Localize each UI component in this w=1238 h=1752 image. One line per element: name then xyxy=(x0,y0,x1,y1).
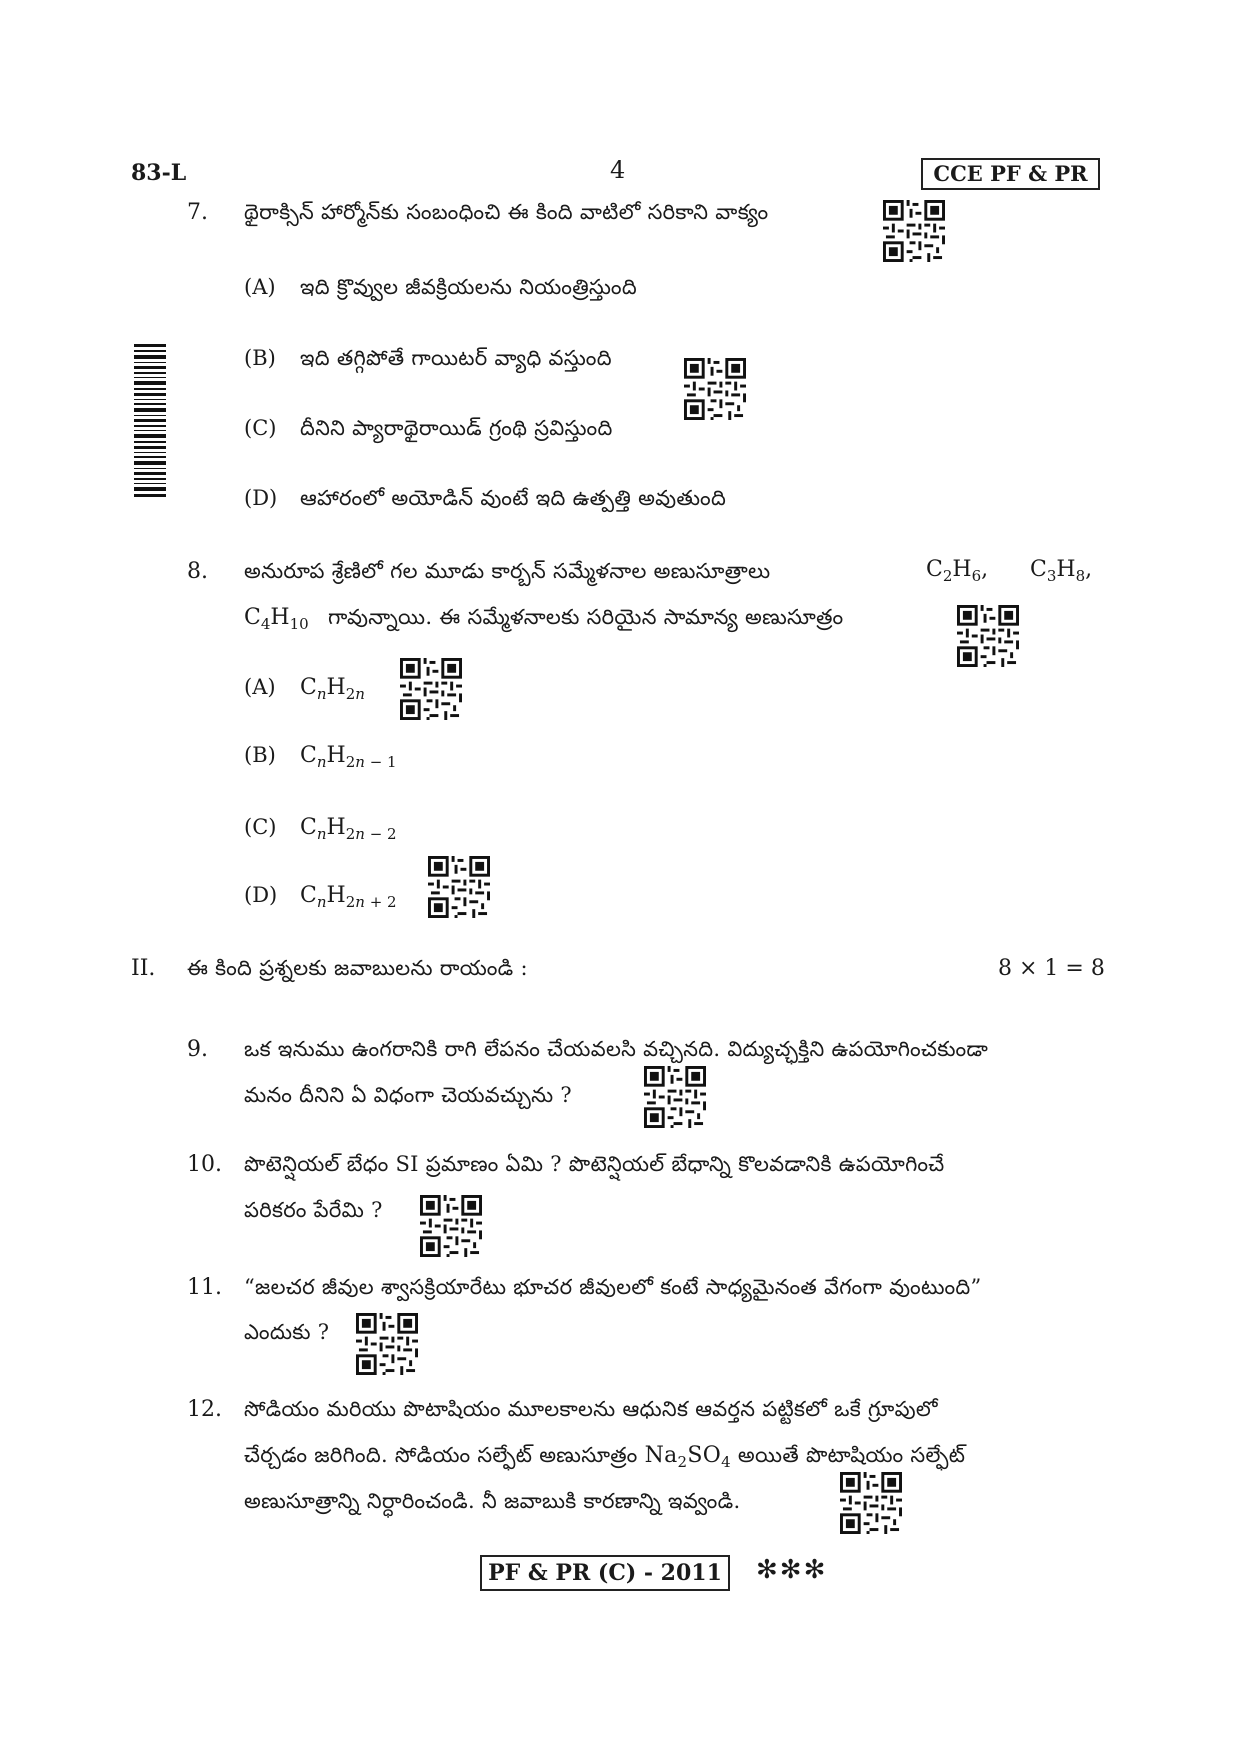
qr-code-icon xyxy=(840,1472,902,1534)
q7-option-text: ఇది తగ్గిపోతే గాయిటర్ వ్యాధి వస్తుంది xyxy=(300,346,612,370)
qr-code-icon xyxy=(428,856,490,918)
q10-line1: పొటెన్షియల్ బేధం SI ప్రమాణం ఏమి ? పొటెన్షియల్ బేధాన్ని కొలవడానికి ఉపయోగించే xyxy=(244,1152,945,1176)
q12-number: 12. xyxy=(187,1397,222,1422)
section-instruction: ఈ కింది ప్రశ్నలకు జవాబులను రాయండి : xyxy=(187,956,528,980)
q12-line3: అణుసూత్రాన్ని నిర్ధారించండి. నీ జవాబుకి కారణాన్ని ఇవ్వండి. xyxy=(244,1489,741,1513)
section-numeral: II. xyxy=(131,956,156,981)
q12-line2: చేర్చడం జరిగింది. సోడియం సల్ఫేట్ అణుసూత్రం $Na_2SO_4$ అయితే పొటాషియం సల్ఫేట్ xyxy=(244,1443,966,1471)
qr-code-icon xyxy=(644,1066,706,1128)
q10-number: 10. xyxy=(187,1152,222,1177)
q9-line2: మనం దీనిని ఏ విధంగా చెయవచ్చును ? xyxy=(244,1083,572,1107)
q8-option-label: (D) xyxy=(244,883,278,907)
q8-option-label: (B) xyxy=(244,743,276,767)
q10-line2: పరికరం పేరేమి ? xyxy=(244,1198,383,1222)
q7-option-text: దీనిని ప్యారాథైరాయిడ్ గ్రంథి స్రవిస్తుంది xyxy=(300,416,613,440)
q7-option-label: (C) xyxy=(244,416,277,440)
qr-code-icon xyxy=(356,1313,418,1375)
q12-line1: సోడియం మరియు పొటాషియం మూలకాలను ఆధునిక ఆవర్తన పట్టికలో ఒకే గ్రూపులో xyxy=(244,1397,938,1421)
qr-code-icon xyxy=(684,358,746,420)
q11-number: 11. xyxy=(187,1275,222,1300)
q8-option-formula: $C_nH_{2n - 1}$ xyxy=(300,743,397,771)
q7-option-label: (A) xyxy=(244,275,276,299)
q8-option-formula: $C_nH_{2n + 2}$ xyxy=(300,883,397,911)
q7-text: థైరాక్సిన్ హార్మోన్‌కు సంబంధించి ఈ కింది వాటిలో సరికాని వాక్యం xyxy=(244,200,769,224)
q7-option-label: (B) xyxy=(244,346,276,370)
formula-butane: $C_4H_{10}$ xyxy=(244,605,309,633)
barcode-icon xyxy=(134,344,166,498)
q8-option-formula: $C_nH_{2n - 2}$ xyxy=(300,815,397,843)
qr-code-icon xyxy=(957,605,1019,667)
qr-code-icon xyxy=(400,658,462,720)
qr-code-icon xyxy=(883,200,945,262)
q8-number: 8. xyxy=(187,559,208,584)
q11-line1: “జలచర జీవుల శ్వాసక్రియారేటు భూచర జీవులలో కంటే సాధ్యమైనంత వేగంగా వుంటుంది” xyxy=(244,1275,982,1299)
q8-line2: గావున్నాయి. ఈ సమ్మేళనాలకు సరియైన సామాన్య అణుసూత్రం xyxy=(328,605,844,629)
formula-sodium-sulphate: $Na_2SO_4$ xyxy=(644,1443,731,1471)
q9-number: 9. xyxy=(187,1037,208,1062)
exam-tag: CCE PF & PR xyxy=(921,158,1100,190)
q7-option-text: ఇది క్రొవ్వుల జీవక్రియలను నియంత్రిస్తుంది xyxy=(300,275,638,299)
formula-propane: $C_3H_8$, xyxy=(1030,557,1093,585)
q8-option-label: (C) xyxy=(244,815,277,839)
q9-line1: ఒక ఇనుము ఉంగరానికి రాగి లేపనం చేయవలసి వచ్చినది. విద్యుచ్ఛక్తిని ఉపయోగించకుండా xyxy=(244,1037,989,1061)
q11-line2: ఎందుకు ? xyxy=(244,1320,330,1344)
q8-line1: అనురూప శ్రేణిలో గల మూడు కార్బన్ సమ్మేళనాల అణుసూత్రాలు xyxy=(244,559,771,583)
footer-code: PF & PR (C) - 2011 xyxy=(480,1555,730,1591)
q7-number: 7. xyxy=(187,200,208,225)
q7-option-text: ఆహారంలో అయోడిన్ వుంటే ఇది ఉత్పత్తి అవుతుంది xyxy=(300,486,727,510)
q7-option-label: (D) xyxy=(244,486,278,510)
paper-code: 83-L xyxy=(131,160,187,186)
formula-ethane: $C_2H_6$, xyxy=(926,557,989,585)
page-number: 4 xyxy=(610,156,626,184)
q8-option-formula: $C_nH_{2n}$ xyxy=(300,675,365,703)
stars-ornament: ✻✻✻ xyxy=(756,1555,828,1585)
q8-option-label: (A) xyxy=(244,675,276,699)
qr-code-icon xyxy=(420,1195,482,1257)
section-marks: 8 × 1 = 8 xyxy=(998,956,1105,981)
